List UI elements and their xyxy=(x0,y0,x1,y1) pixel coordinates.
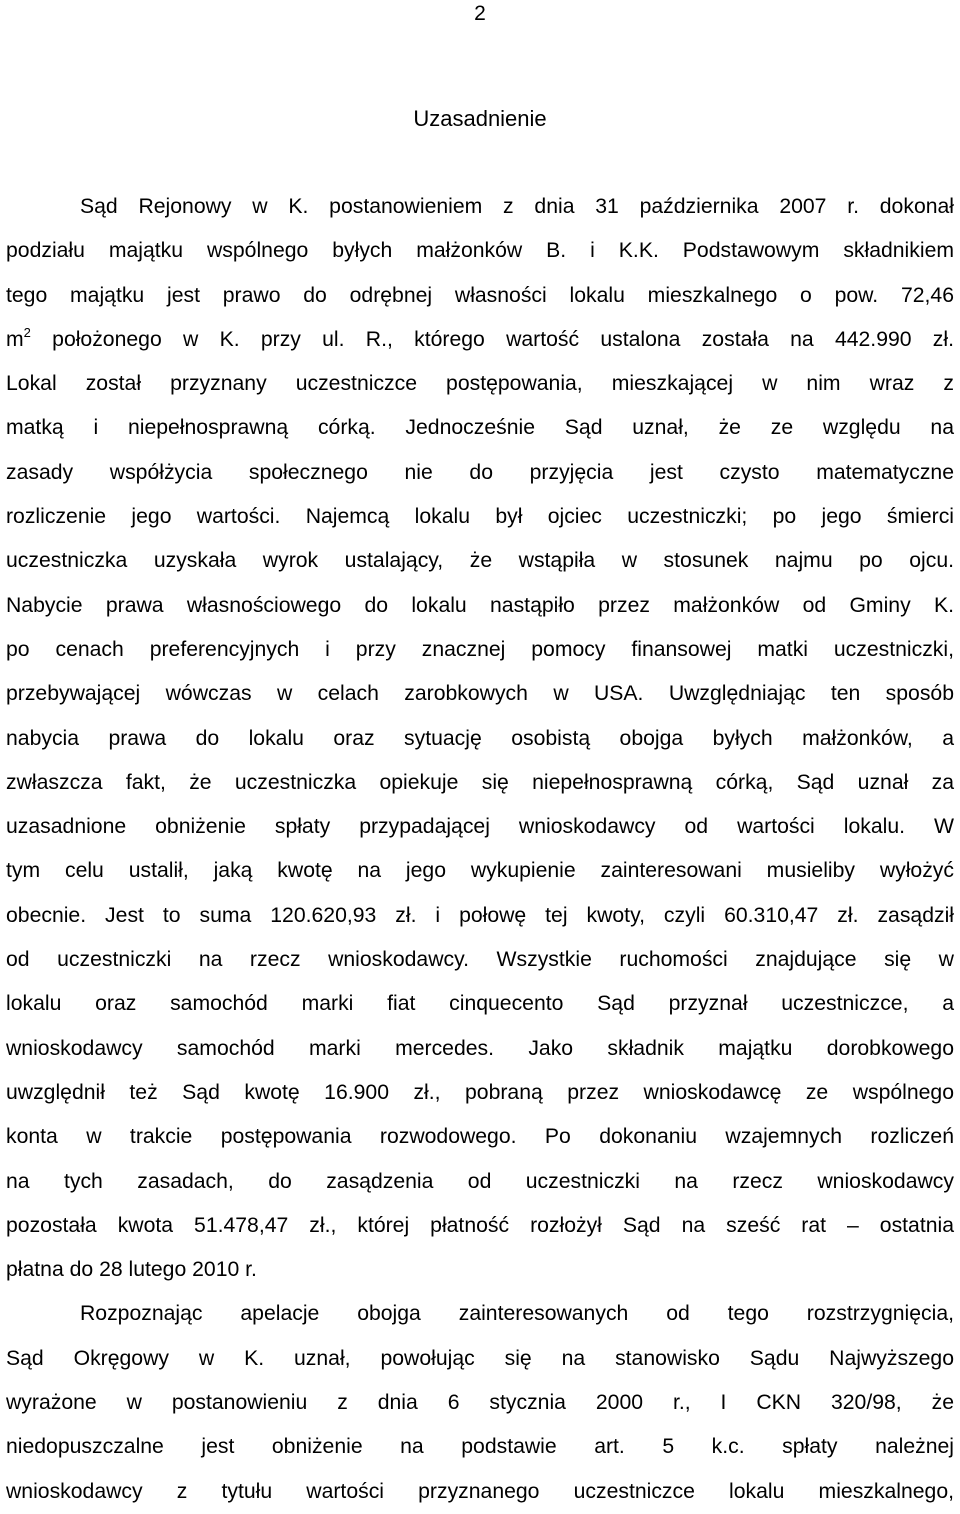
text-line: uczestniczka uzyskała wyrok ustalający, że wstąpiła w stosunek najmu po ojcu. xyxy=(6,549,954,573)
text-line-area xyxy=(6,318,954,362)
text-line: Sąd Rejonowy w K. postanowieniem z dnia 31 października 2007 r. dokonał xyxy=(80,195,954,218)
text-line: pozostała kwota 51.478,47 zł., której płatność rozłożył Sąd na sześć rat – ostatnia xyxy=(6,1213,954,1237)
text-line: Nabycie prawa własnościowego do lokalu nastąpiło przez małżonków od Gminy K. xyxy=(6,593,954,617)
area-unit-superscript: 2 xyxy=(23,324,31,340)
text-line: wyrażone w postanowieniu z dnia 6 stycznia 2000 r., I CKN 320/98, że xyxy=(6,1391,954,1415)
text-line: Sąd Okręgowy w K. uznał, powołując się na stanowisko Sądu Najwyższego xyxy=(6,1346,954,1370)
text-line: niedopuszczalne jest obniżenie na podstawie art. 5 k.c. spłaty należnej xyxy=(6,1435,954,1459)
text-line: od uczestniczki na rzecz wnioskodawcy. Wszystkie ruchomości znajdujące się w xyxy=(6,948,954,972)
text-line: wnioskodawcy z tytułu wartości przyznanego uczestniczce lokalu mieszkalnego, xyxy=(6,1479,954,1503)
text-line: uwzględnił też Sąd kwotę 16.900 zł., pobraną przez wnioskodawcę ze wspólnego xyxy=(6,1080,954,1104)
text-line-last: płatna do 28 lutego 2010 r. xyxy=(6,1258,257,1282)
text-line: po cenach preferencyjnych i przy znacznej pomocy finansowej matki uczestniczki, xyxy=(6,637,954,661)
text-line: nabycia prawa do lokalu oraz sytuację osobistą obojga byłych małżonków, a xyxy=(6,726,954,750)
text-line: Lokal został przyznany uczestniczce postępowania, mieszkającej w nim wraz z xyxy=(6,372,954,396)
text-line: uzasadnione obniżenie spłaty przypadającej wnioskodawcy od wartości lokalu. W xyxy=(6,815,954,839)
text-line: matką i niepełnosprawną córką. Jednocześnie Sąd uznał, że ze względu na xyxy=(6,416,954,440)
page-number: 2 xyxy=(474,2,486,25)
area-line-rest: położonego w K. przy ul. R., którego wartość ustalona została na 442.990 zł. xyxy=(30,327,954,351)
text-line: rozliczenie jego wartości. Najemcą lokalu był ojciec uczestniczki; po jego śmierci xyxy=(6,505,954,529)
text-line: Rozpoznając apelacje obojga zainteresowanych od tego rozstrzygnięcia, xyxy=(80,1302,954,1326)
text-line: zasady współżycia społecznego nie do przyjęcia jest czysto matematyczne xyxy=(6,460,954,484)
text-line: przebywającej wówczas w celach zarobkowych w USA. Uwzględniając ten sposób xyxy=(6,682,954,706)
text-line: tego majątku jest prawo do odrębnej własności lokalu mieszkalnego o pow. 72,46 xyxy=(6,283,954,307)
document-title: Uzasadnienie xyxy=(413,106,547,131)
text-line: na tych zasadach, do zasądzenia od uczestniczki na rzecz wnioskodawcy xyxy=(6,1169,954,1193)
area-unit: m xyxy=(6,327,24,351)
text-line: obecnie. Jest to suma 120.620,93 zł. i połowę tej kwoty, czyli 60.310,47 zł. zasądził xyxy=(6,903,954,927)
text-line: podziału majątku wspólnego byłych małżonków B. i K.K. Podstawowym składnikiem xyxy=(6,239,954,263)
text-line: wnioskodawcy samochód marki mercedes. Jako składnik majątku dorobkowego xyxy=(6,1036,954,1060)
text-line: tym celu ustalił, jaką kwotę na jego wykupienie zainteresowani musieliby wyłożyć xyxy=(6,859,954,883)
text-line: zwłaszcza fakt, że uczestniczka opiekuje się niepełnosprawną córką, Sąd uznał za xyxy=(6,770,954,794)
document-body xyxy=(6,185,954,1514)
text-line: konta w trakcie postępowania rozwodowego. Po dokonaniu wzajemnych rozliczeń xyxy=(6,1125,954,1149)
text-line: lokalu oraz samochód marki fiat cinquecento Sąd przyznał uczestniczce, a xyxy=(6,992,954,1016)
